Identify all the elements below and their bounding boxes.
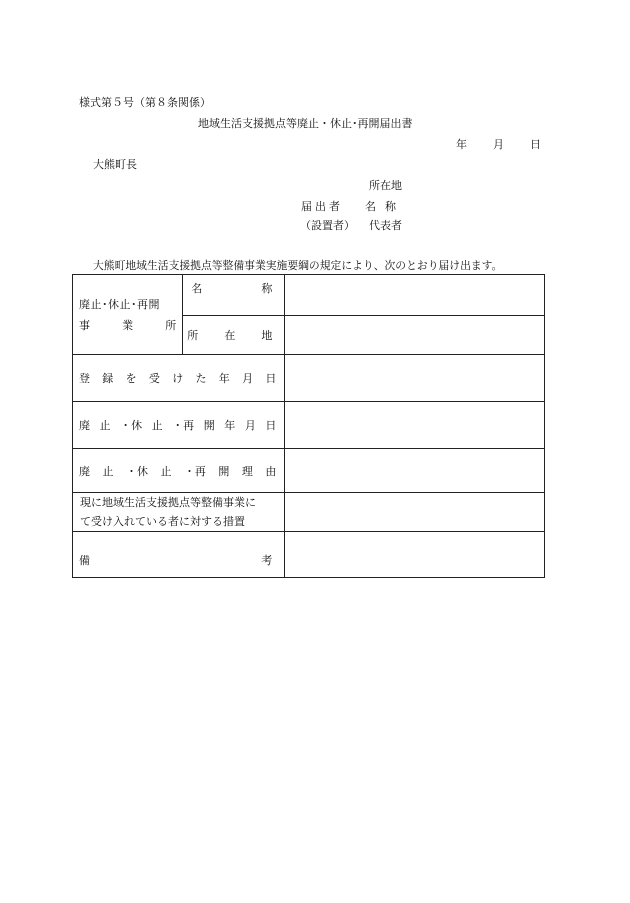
measures-label: 現に地域生活支援拠点等整備事業に て受け入れている者に対する措置 xyxy=(73,493,285,532)
notification-form-table xyxy=(72,274,545,578)
closure-date-label: 廃 止 ・休 止 ・再 開 年 月 日 xyxy=(73,402,285,449)
closure-reason-field[interactable] xyxy=(285,449,545,493)
table-row xyxy=(73,449,545,493)
table-row xyxy=(73,275,545,316)
applicant-setup-label: （設置者） xyxy=(300,219,355,232)
document-title: 地域生活支援拠点等廃止・休止･再開届出書 xyxy=(198,117,413,130)
measures-field[interactable] xyxy=(285,493,545,532)
date-month-label: 月 xyxy=(493,138,504,151)
form-number: 様式第５号（第８条関係） xyxy=(79,96,211,109)
table-row xyxy=(73,493,545,532)
facility-label-line2: 事 業 所 xyxy=(79,318,177,332)
registered-date-field[interactable] xyxy=(285,355,545,402)
facility-name-field[interactable] xyxy=(285,275,545,316)
closure-reason-label: 廃 止 ・休 止 ・再 開 理 由 xyxy=(73,449,285,493)
facility-label-line1: 廃止･休止･再開 xyxy=(79,297,160,311)
table-row xyxy=(73,402,545,449)
date-year-label: 年 xyxy=(456,138,467,151)
registered-date-label: 登 録 を 受 け た 年 月 日 xyxy=(73,355,285,402)
table-row xyxy=(73,355,545,402)
applicant-representative-label: 代表者 xyxy=(369,219,402,232)
addressee: 大熊町長 xyxy=(93,158,137,171)
closure-date-field[interactable] xyxy=(285,402,545,449)
facility-name-label: 名 称 xyxy=(183,275,285,316)
facility-label xyxy=(73,275,183,355)
applicant-name-label: 名称 xyxy=(365,200,405,213)
applicant-location-label: 所在地 xyxy=(369,179,402,192)
facility-location-field[interactable] xyxy=(285,316,545,355)
date-day-label: 日 xyxy=(530,138,541,151)
remarks-label: 備 考 xyxy=(73,532,285,578)
applicant-filer-label: 届出者 xyxy=(301,200,343,213)
intro-text: 大熊町地域生活支援拠点等整備事業実施要綱の規定により、次のとおり届け出ます。 xyxy=(93,259,503,272)
table-row xyxy=(73,532,545,578)
remarks-field[interactable] xyxy=(285,532,545,578)
facility-location-label: 所 在 地 xyxy=(183,316,285,355)
